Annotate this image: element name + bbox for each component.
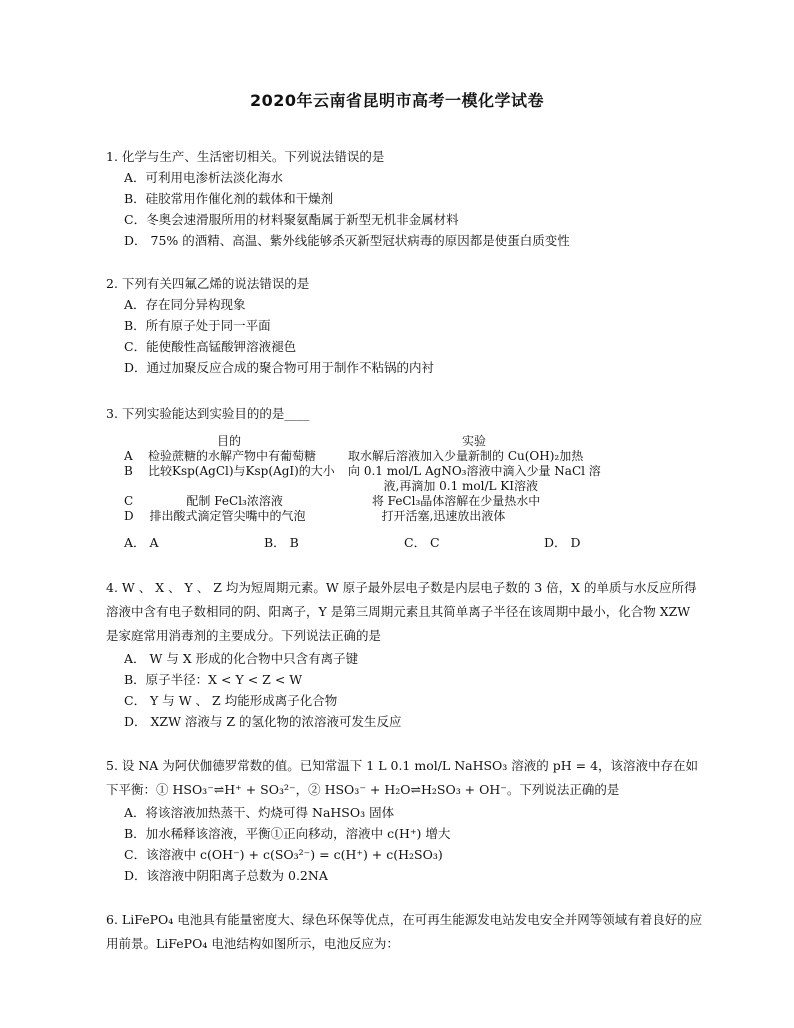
row-experiment: 将 FeCl₃晶体溶解在少量热水中	[371, 494, 541, 508]
question-3	[106, 403, 706, 424]
question-5-stem: 5. 设 NA 为阿伏伽德罗常数的值。已知常温下 1 L 0.1 mol/L NaHSO₃ 溶液的 pH = 4，该溶液中存在如下平衡：① HSO₃⁻⇌H⁺ + SO₃²⁻，② HSO₃⁻ + H₂O⇌H₂SO₃ + OH⁻。下列说法正确的是	[106, 758, 699, 797]
question-5-option-a: A．将该溶液加热蒸干、灼烧可得 NaHSO₃ 固体	[124, 805, 395, 820]
row-experiment: 向 0.1 mol/L AgNO₃溶液中滴入少量 NaCl 溶	[348, 464, 601, 478]
table-row	[124, 479, 624, 494]
row-key: C	[124, 494, 134, 508]
question-4-option-c: C． Y 与 W 、 Z 均能形成离子化合物	[124, 693, 338, 708]
row-purpose	[145, 479, 323, 494]
question-2-option-a: A．存在同分异构现象	[124, 297, 246, 312]
header-purpose: 目的	[216, 434, 241, 448]
row-purpose: 排出酸式滴定管尖嘴中的气泡	[149, 509, 306, 523]
row-key: B	[124, 464, 133, 478]
table-row	[124, 494, 624, 509]
question-3-option-a: A． A	[124, 535, 159, 550]
question-6	[106, 908, 706, 956]
question-4-option-d: D． XZW 溶液与 Z 的氢化物的浓溶液可发生反应	[124, 714, 402, 729]
question-3-option-b: B． B	[264, 535, 299, 550]
question-4-option-a: A． W 与 X 形成的化合物中只含有离子键	[124, 651, 359, 666]
question-1	[106, 146, 706, 251]
question-2-option-d: D．通过加聚反应合成的聚合物可用于制作不粘锅的内衬	[124, 360, 435, 375]
question-2-option-b: B．所有原子处于同一平面	[124, 318, 271, 333]
row-key	[124, 479, 145, 494]
exam-title: 2020年云南省昆明市高考一模化学试卷	[249, 91, 545, 110]
question-1-option-b: B．硅胶常用作催化剂的载体和干燥剂	[124, 191, 334, 206]
table-row	[124, 509, 624, 524]
row-purpose: 比较Ksp(AgCl)与Ksp(AgI)的大小	[148, 464, 335, 478]
question-1-option-d: D． 75% 的酒精、高温、紫外线能够杀灭新型冠状病毒的原因都是使蛋白质变性	[124, 233, 570, 248]
question-3-option-d: D． D	[544, 535, 581, 550]
question-3-choices	[106, 532, 706, 553]
question-4	[106, 576, 706, 732]
question-1-stem: 1. 化学与生产、生活密切相关。下列说法错误的是	[106, 149, 385, 164]
experiment-table	[124, 434, 624, 524]
question-2-stem: 2. 下列有关四氟乙烯的说法错误的是	[106, 276, 310, 291]
question-1-option-a: A．可利用电渗析法淡化海水	[124, 170, 284, 185]
question-5	[106, 754, 706, 886]
question-5-option-b: B．加水稀释该溶液，平衡①正向移动，溶液中 c(H⁺) 增大	[124, 826, 451, 841]
question-2-option-c: C．能使酸性高锰酸钾溶液褪色	[124, 339, 297, 354]
experiment-table-header	[124, 434, 624, 449]
row-experiment: 液,再滴加 0.1 mol/L KI溶液	[383, 479, 539, 493]
question-4-option-b: B．原子半径：X < Y < Z < W	[124, 672, 303, 687]
question-5-option-d: D．该溶液中阴阳离子总数为 0.2NA	[124, 868, 328, 883]
question-3-option-c: C． C	[404, 535, 440, 550]
row-key: A	[124, 449, 133, 463]
row-purpose: 检验蔗糖的水解产物中有葡萄糖	[148, 449, 317, 463]
question-2	[106, 273, 706, 378]
question-4-stem: 4. W 、 X 、 Y 、 Z 均为短周期元素。W 原子最外层电子数是内层电子数的 3 倍，X 的单质与水反应所得溶液中含有电子数相同的阴、阳离子，Y 是第三周期元素且其简单离子半径在该周期中最小，化合物 XZW 是家庭常用消毒剂的主要成分。下列说法正确的是	[106, 580, 697, 643]
row-experiment: 打开活塞,迅速放出液体	[381, 509, 506, 523]
table-row	[124, 449, 624, 464]
row-key: D	[124, 509, 134, 523]
question-5-option-c: C．该溶液中 c(OH⁻) + c(SO₃²⁻) = c(H⁺) + c(H₂SO₃)	[124, 847, 443, 862]
row-experiment: 取水解后溶液加入少量新制的 Cu(OH)₂加热	[348, 449, 584, 463]
row-purpose: 配制 FeCl₃浓溶液	[186, 494, 283, 508]
question-1-option-c: C．冬奥会速滑服所用的材料聚氨酯属于新型无机非金属材料	[124, 212, 459, 227]
table-row	[124, 464, 624, 479]
header-experiment: 实验	[461, 434, 486, 448]
question-3-stem: 3. 下列实验能达到实验目的的是____	[106, 406, 310, 421]
question-6-stem: 6. LiFePO₄ 电池具有能量密度大、绿色环保等优点，在可再生能源发电站发电安全并网等领域有着良好的应用前景。LiFePO₄ 电池结构如图所示，电池反应为：	[106, 912, 703, 951]
